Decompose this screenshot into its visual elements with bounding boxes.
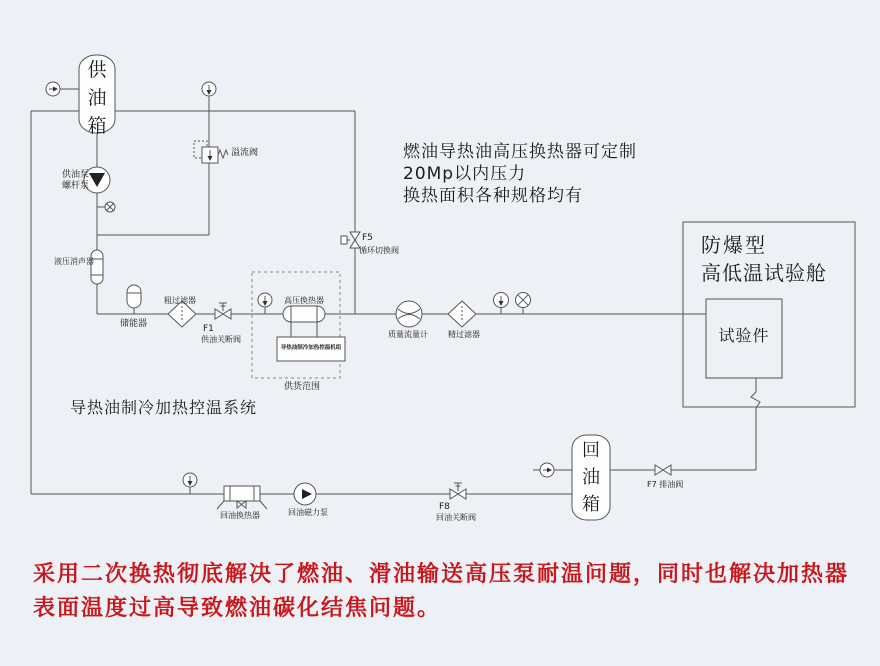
test-piece-label: 试验件	[718, 326, 770, 345]
silencer-label: 液压消声器	[54, 257, 94, 266]
valve-f7-label: F7 排油阀	[647, 480, 684, 489]
level-gauge-icon	[46, 82, 60, 96]
note-line-2: 20Mp以内压力	[403, 164, 527, 184]
supply-scope-label: 供货范围	[284, 382, 321, 392]
footer-note-line-2: 表面温度过高导致燃油碳化结焦问题。	[33, 596, 442, 621]
return-pump-symbol	[294, 483, 316, 505]
pressure-gauge-icon	[494, 293, 509, 308]
accumulator-symbol	[127, 285, 141, 308]
system-name-label: 导热油制冷加热控温系统	[70, 398, 258, 417]
valve-f1-label: 供油关断阀	[201, 335, 241, 344]
footer-note-line-1: 采用二次换热彻底解决了燃油、滑油输送高压泵耐温问题，同时也解决加热器	[33, 562, 850, 587]
relief-valve-symbol	[194, 141, 228, 163]
valve-f8-symbol	[450, 483, 466, 499]
coarse-filter-label: 粗过滤器	[164, 296, 196, 305]
chamber-title-line-2: 高低温试验舱	[701, 261, 827, 285]
silencer-symbol	[91, 250, 103, 284]
fine-filter-label: 精过滤器	[448, 330, 480, 339]
temp-sensor-icon	[516, 293, 531, 308]
sensor-icon	[105, 202, 115, 212]
return-exchanger-symbol	[217, 486, 267, 509]
supply-pump-label-2: 螺杆泵	[62, 181, 90, 191]
valve-f1-symbol	[215, 303, 231, 319]
mass-flowmeter-symbol	[396, 301, 422, 327]
note-line-1: 燃油导热油高压换热器可定制	[403, 142, 637, 162]
return-pump-label: 回油磁力泵	[288, 508, 328, 517]
return-exchanger-label: 回油换热器	[220, 511, 260, 520]
valve-f5-id: F5	[362, 233, 373, 243]
level-gauge-icon	[540, 463, 554, 477]
relief-valve-label: 溢流阀	[231, 148, 259, 158]
mass-flowmeter-label: 质量流量计	[388, 330, 428, 339]
unit-box-label: 导热油制冷加热控温机组	[280, 345, 342, 351]
valve-f5-symbol	[341, 232, 360, 248]
supply-pump-label-1: 供油泵	[62, 170, 90, 180]
supply-tank-label: 供油箱	[87, 59, 107, 137]
valve-f7-symbol	[655, 465, 671, 475]
fine-filter-symbol	[448, 301, 476, 327]
pressure-gauge-icon	[202, 82, 216, 96]
valve-f5-label: 循环切换阀	[359, 246, 399, 255]
valve-f1-id: F1	[203, 324, 214, 334]
supply-scope-box	[252, 272, 340, 378]
valve-f8-id: F8	[439, 502, 450, 512]
pressure-gauge-icon	[183, 473, 197, 487]
valve-f8-label: 回油关断阀	[436, 513, 476, 522]
accumulator-label: 储能器	[120, 319, 148, 329]
pressure-gauge-icon	[258, 293, 272, 307]
return-tank-label: 回油箱	[582, 440, 600, 515]
chamber-title-line-1: 防爆型	[701, 233, 767, 257]
hp-exchanger-label: 高压换热器	[284, 296, 324, 305]
note-line-3: 换热面积各种规格均有	[403, 186, 583, 206]
